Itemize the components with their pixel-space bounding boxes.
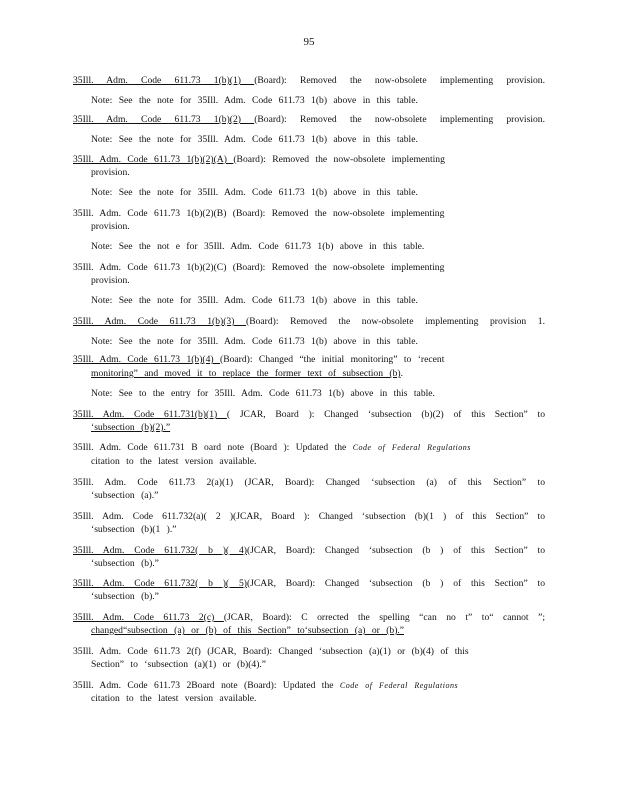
entry-text: provision. xyxy=(91,167,130,178)
entry-text: 35Ill. Adm. Code 611.73 2Board note (Board): Updated the xyxy=(73,680,340,691)
entry-text: citation to the latest version available. xyxy=(91,456,257,467)
entry-text: Note: See the note for 35Ill. Adm. Code 611.73 1(b) above in this table. xyxy=(91,295,418,306)
entry-text: 35Ill. Adm. Code 611.73 2(f) (JCAR, Board): Changed ‘subsection (a)(1) or (b)(4) of this xyxy=(73,646,469,657)
amended-section-ref: monitoring” and moved it to replace the former text of subsection (b) xyxy=(91,368,401,379)
table-entry xyxy=(73,645,545,658)
table-entry-continuation xyxy=(91,624,545,637)
table-entry-continuation xyxy=(91,557,545,570)
entry-text: ‘subsection (b)(1 ).” xyxy=(91,524,177,535)
amended-section-ref: changed“subsection (a) or (b) of this Section” to‘subsection (a) or (b).” xyxy=(91,625,405,636)
entry-text: (Board): Changed “the initial monitoring” to ‘recent xyxy=(220,354,445,365)
table-entry-continuation xyxy=(91,220,545,233)
entry-text: ( JCAR, Board ): Changed ‘subsection (b)(2) of this Section” to xyxy=(226,409,545,420)
table-entry-continuation xyxy=(91,274,545,287)
amended-section-ref: ‘subsection (b)(2).” xyxy=(91,422,171,433)
entry-text: 35Ill. Adm. Code 611.73 1(b)(2)(C) (Board): Removed the now-obsolete implementing xyxy=(73,262,445,273)
entry-text: (Board): Removed the now-obsolete implementing provision. xyxy=(254,75,545,86)
entry-text: (Board): Removed the now-obsolete implementing provision 1. xyxy=(246,316,545,327)
table-entry-continuation xyxy=(91,186,545,199)
amended-section-ref: 35Ill. Adm. Code 611.731(b)(1) xyxy=(73,409,227,420)
table-entry-continuation xyxy=(91,367,545,380)
amended-section-ref: 35Ill. Adm. Code 611.732( b )( 5) xyxy=(73,578,247,589)
table-entry xyxy=(73,679,545,692)
table-entry-continuation xyxy=(91,94,545,107)
table-entry-continuation xyxy=(91,240,545,253)
table-entry xyxy=(73,544,545,557)
table-entry xyxy=(73,577,545,590)
entry-text: ‘subsection (a).” xyxy=(91,490,159,501)
table-entry xyxy=(73,510,545,523)
table-entry-continuation xyxy=(91,455,545,468)
entry-text: 35Ill. Adm. Code 611.73 2(a)(1) (JCAR, Board): Changed ‘subsection (a) of this Section” to xyxy=(73,477,545,488)
table-entry xyxy=(73,441,545,454)
table-entry-continuation xyxy=(91,387,545,400)
entry-text: 35Ill. Adm. Code 611.731 B oard note (Board ): Updated the xyxy=(73,442,353,453)
amended-section-ref: 35Ill. Adm. Code 611.73 2(c) xyxy=(73,612,224,623)
table-entry xyxy=(73,207,545,220)
amended-section-ref: 35Ill. Adm. Code 611.73 1(b)(1) xyxy=(73,75,255,86)
table-entry-continuation xyxy=(91,133,545,146)
entry-text: Note: See the note for 35Ill. Adm. Code 611.73 1(b) above in this table. xyxy=(91,336,418,347)
table-entry xyxy=(73,113,545,126)
entry-text: Note: See to the entry for 35Ill. Adm. Code 611.73 1(b) above in this table. xyxy=(91,388,435,399)
table-entry xyxy=(73,353,545,366)
table-entry xyxy=(73,74,545,87)
entry-text: (JCAR, Board): Changed ‘subsection (b ) of this Section” to xyxy=(246,578,545,589)
amended-section-ref: 35Ill. Adm. Code 611.73 1(b)(3) xyxy=(73,316,247,327)
page-number: 95 xyxy=(303,36,315,48)
amended-section-ref: 35Ill. Adm. Code 611.732( b )( 4) xyxy=(73,545,247,556)
amended-section-ref: 35Ill. Adm. Code 611.73 1(b)(4) xyxy=(73,354,221,365)
table-entry xyxy=(73,476,545,489)
entry-text: 35Ill. Adm. Code 611.732(a)( 2 )(JCAR, Board ): Changed ‘subsection (b)(1 ) of this Section” to xyxy=(73,511,545,522)
entry-text: Note: See the not e for 35Ill. Adm. Code 611.73 1(b) above in this table. xyxy=(91,241,425,252)
table-entry xyxy=(73,408,545,421)
entry-text: ‘subsection (b).” xyxy=(91,558,159,569)
entry-text: citation to the latest version available. xyxy=(91,693,257,704)
table-entry-continuation xyxy=(91,658,545,671)
entry-text: provision. xyxy=(91,275,130,286)
entry-text: Note: See the note for 35Ill. Adm. Code 611.73 1(b) above in this table. xyxy=(91,95,418,106)
entry-text: (JCAR, Board): C orrected the spelling “can no t” to“ cannot ”; xyxy=(223,612,546,623)
table-entry-continuation xyxy=(91,421,545,434)
table-entry xyxy=(73,153,545,166)
table-entry-continuation xyxy=(91,590,545,603)
table-entry-continuation xyxy=(91,166,545,179)
table-entry xyxy=(73,315,545,328)
amended-section-ref: 35Ill. Adm. Code 611.73 1(b)(2) xyxy=(73,114,255,125)
table-entry xyxy=(73,611,545,624)
publication-title: Code of Federal Regulations xyxy=(352,443,471,452)
entry-text: (Board): Removed the now-obsolete implementing provision. xyxy=(254,114,545,125)
entry-text: Note: See the note for 35Ill. Adm. Code 611.73 1(b) above in this table. xyxy=(91,134,418,145)
table-entry-continuation xyxy=(91,294,545,307)
entry-text: provision. xyxy=(91,221,130,232)
entry-text: (JCAR, Board): Changed ‘subsection (b ) of this Section” to xyxy=(246,545,545,556)
publication-title: Code of Federal Regulations xyxy=(339,681,459,690)
table-entry-continuation xyxy=(91,489,545,502)
entry-text: Note: See the note for 35Ill. Adm. Code 611.73 1(b) above in this table. xyxy=(91,187,418,198)
table-entry-continuation xyxy=(91,692,545,705)
table-entry-continuation xyxy=(91,523,545,536)
entry-text: ‘subsection (b).” xyxy=(91,591,159,602)
amended-section-ref: 35Ill. Adm. Code 611.73 1(b)(2)(A) xyxy=(73,154,234,165)
entry-text: 35Ill. Adm. Code 611.73 1(b)(2)(B) (Board): Removed the now-obsolete implementing xyxy=(73,208,445,219)
entry-text: Section” to ‘subsection (a)(1) or (b)(4).” xyxy=(91,659,267,670)
table-entry-continuation xyxy=(91,335,545,348)
entry-text: . xyxy=(400,368,404,379)
table-entry xyxy=(73,261,545,274)
entry-text: (Board): Removed the now-obsolete implementing xyxy=(233,154,445,165)
